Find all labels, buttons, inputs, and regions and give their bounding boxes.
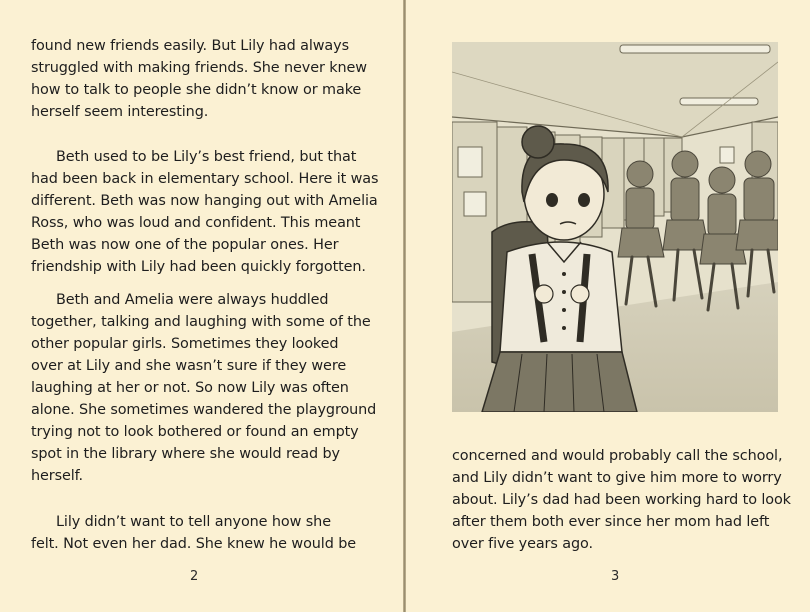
- text-line: concerned and would probably call the school,: [452, 448, 783, 464]
- text-line: found new friends easily. But Lily had always: [31, 38, 349, 54]
- text-line: after them both ever since her mom had left: [452, 514, 770, 530]
- text-line: together, talking and laughing with some of the: [31, 314, 371, 330]
- text-line: struggled with making friends. She never knew: [31, 60, 367, 76]
- text-line: had been back in elementary school. Here it was: [31, 171, 379, 187]
- text-line: herself.: [31, 468, 84, 484]
- text-line: Ross, who was loud and confident. This meant: [31, 215, 361, 231]
- text-line: Beth and Amelia were always huddled: [56, 292, 329, 308]
- text-line: spot in the library where she would read by: [31, 446, 340, 462]
- page-number: 3: [611, 569, 620, 584]
- paragraph-4: [31, 511, 356, 555]
- paragraph-1: [31, 35, 367, 123]
- text-line: herself seem interesting.: [31, 104, 209, 120]
- text-line: Beth used to be Lily’s best friend, but that: [56, 149, 357, 165]
- text-line: different. Beth was now hanging out with Amelia: [31, 193, 378, 209]
- paragraph-2: [31, 146, 378, 278]
- text-line: and Lily didn’t want to give him more to worry: [452, 470, 782, 486]
- text-line: alone. She sometimes wandered the playground: [31, 402, 377, 418]
- text-line: Lily didn’t want to tell anyone how she: [56, 514, 331, 530]
- right-page: [406, 0, 810, 612]
- page-number: 2: [190, 569, 199, 584]
- text-line: felt. Not even her dad. She knew he would be: [31, 536, 356, 552]
- text-line: how to talk to people she didn’t know or make: [31, 82, 362, 98]
- text-line: trying not to look bothered or found an empty: [31, 424, 359, 440]
- text-line: laughing at her or not. So now Lily was often: [31, 380, 349, 396]
- text-line: other popular girls. Sometimes they looked: [31, 336, 339, 352]
- text-line: over at Lily and she wasn’t sure if they were: [31, 358, 347, 374]
- hallway-illustration: [452, 42, 778, 412]
- left-page: [0, 0, 404, 612]
- text-line: over five years ago.: [452, 536, 593, 552]
- text-line: friendship with Lily had been quickly forgotten.: [31, 259, 366, 275]
- text-line: about. Lily’s dad had been working hard to look: [452, 492, 791, 508]
- paragraph-3: [31, 289, 376, 487]
- text-line: Beth was now one of the popular ones. Her: [31, 237, 339, 253]
- paragraph-1: [452, 445, 791, 555]
